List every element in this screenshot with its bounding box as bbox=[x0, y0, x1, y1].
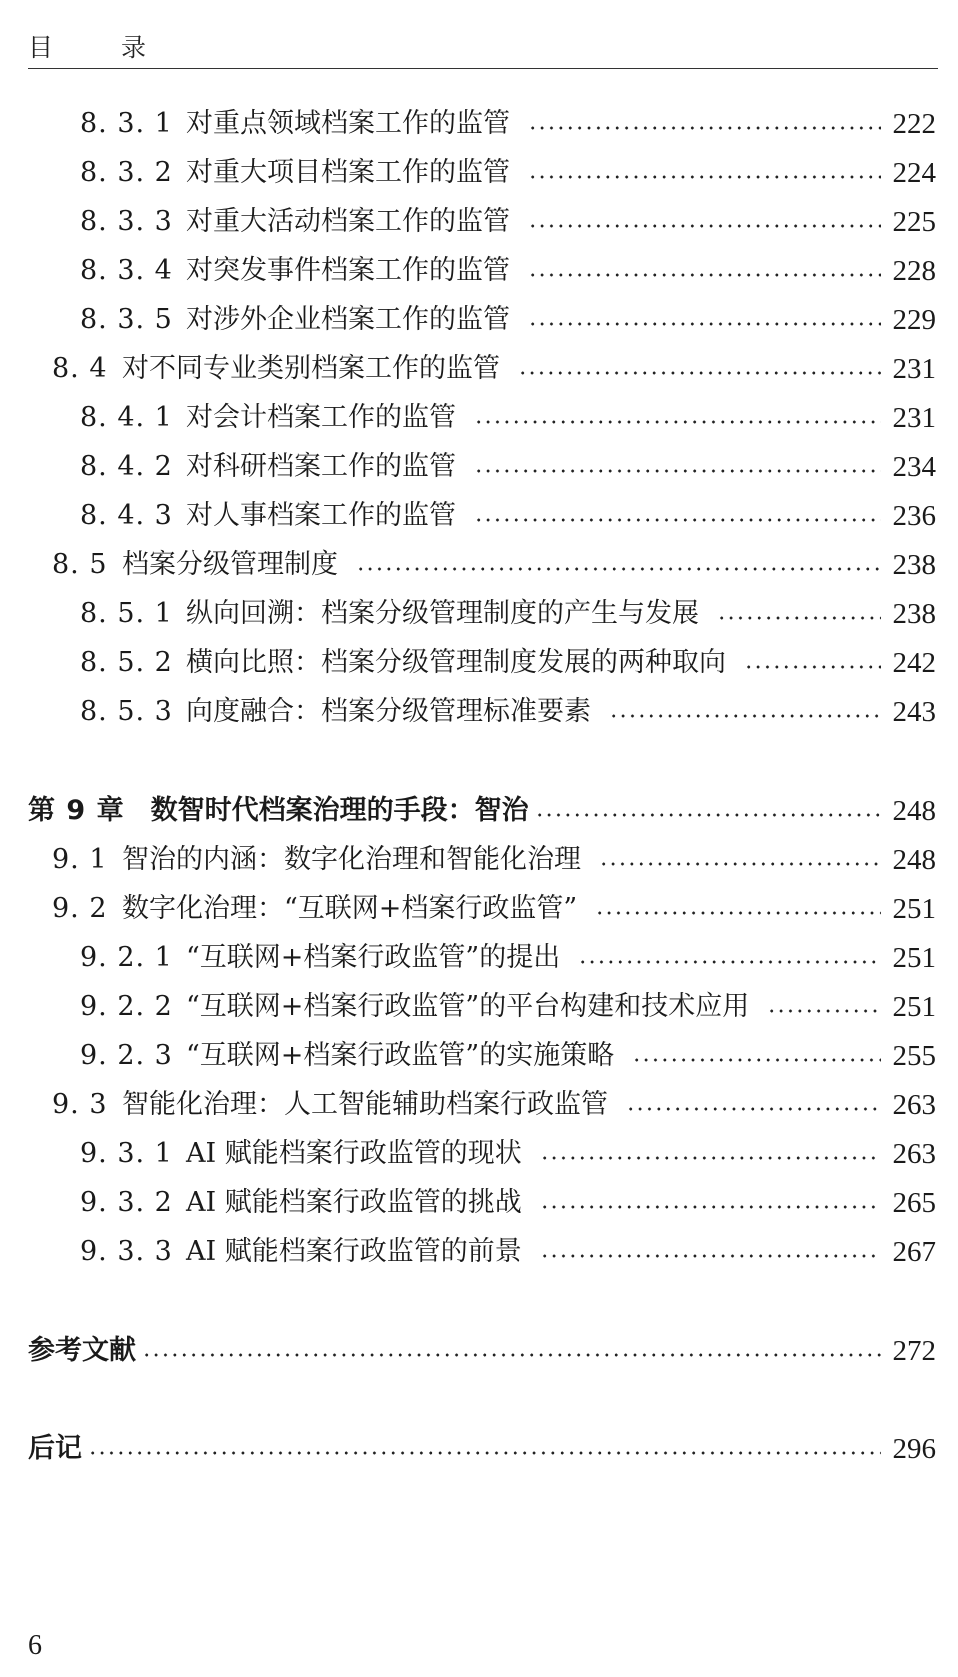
entry-page: 238 bbox=[892, 598, 936, 630]
entry-page: 228 bbox=[892, 255, 936, 287]
toc-entry[interactable] bbox=[80, 202, 936, 242]
entry-number: 8. 5. 2 bbox=[80, 647, 173, 678]
entry-title: 数字化治理：“互联网+档案行政监管” bbox=[122, 893, 578, 924]
entry-title: 对人事档案工作的监管 bbox=[186, 500, 456, 531]
references-entry[interactable] bbox=[28, 1331, 936, 1371]
entry-title: 档案分级管理制度 bbox=[122, 549, 338, 580]
entry-title: 向度融合：档案分级管理标准要素 bbox=[186, 696, 591, 727]
toc-entry[interactable] bbox=[80, 1134, 936, 1174]
dot-leader bbox=[88, 1448, 881, 1458]
dot-leader bbox=[528, 319, 881, 329]
entry-page: 267 bbox=[892, 1236, 936, 1268]
entry-title: 对会计档案工作的监管 bbox=[186, 402, 456, 433]
entry-page: 242 bbox=[892, 647, 936, 679]
toc-entry[interactable] bbox=[52, 545, 936, 585]
toc-entry[interactable] bbox=[80, 987, 936, 1027]
entry-page: 225 bbox=[892, 206, 936, 238]
entry-title: 对重大项目档案工作的监管 bbox=[186, 157, 510, 188]
entry-number: 8. 3. 4 bbox=[80, 255, 173, 286]
entry-number: 8. 4. 1 bbox=[80, 402, 173, 433]
entry-number: 9. 3. 1 bbox=[80, 1138, 173, 1169]
dot-leader bbox=[540, 1202, 881, 1212]
entry-title: 智能化治理：人工智能辅助档案行政监管 bbox=[122, 1089, 608, 1120]
entry-title: 对科研档案工作的监管 bbox=[186, 451, 456, 482]
dot-leader bbox=[356, 564, 881, 574]
toc-entry[interactable] bbox=[52, 349, 936, 389]
toc-entry[interactable] bbox=[80, 938, 936, 978]
entry-page: 255 bbox=[892, 1040, 936, 1072]
dot-leader bbox=[142, 1350, 881, 1360]
chapter-entry[interactable] bbox=[28, 791, 936, 831]
entry-number: 8. 4. 2 bbox=[80, 451, 173, 482]
toc-entry[interactable] bbox=[52, 1085, 936, 1125]
entry-title: “互联网+档案行政监管”的平台构建和技术应用 bbox=[186, 991, 750, 1022]
page-number: 6 bbox=[28, 1630, 42, 1661]
dot-leader bbox=[609, 711, 881, 721]
dot-leader bbox=[528, 221, 881, 231]
entry-title: 对重大活动档案工作的监管 bbox=[186, 206, 510, 237]
entry-number: 8. 3. 3 bbox=[80, 206, 173, 237]
entry-number: 8. 4. 3 bbox=[80, 500, 173, 531]
entry-title: AI 赋能档案行政监管的前景 bbox=[186, 1236, 522, 1267]
dot-leader bbox=[518, 368, 881, 378]
dot-leader bbox=[535, 810, 881, 820]
dot-leader bbox=[528, 123, 881, 133]
dot-leader bbox=[744, 662, 881, 672]
entry-title: AI 赋能档案行政监管的挑战 bbox=[186, 1187, 522, 1218]
toc-entry[interactable] bbox=[80, 447, 936, 487]
entry-title: 对不同专业类别档案工作的监管 bbox=[122, 353, 500, 384]
dot-leader bbox=[474, 466, 881, 476]
entry-title: 对突发事件档案工作的监管 bbox=[186, 255, 510, 286]
toc-entry[interactable] bbox=[80, 1232, 936, 1272]
dot-leader bbox=[767, 1006, 880, 1016]
entry-page: 251 bbox=[892, 991, 936, 1023]
dot-leader bbox=[626, 1104, 881, 1114]
entry-page: 222 bbox=[892, 108, 936, 140]
entry-number: 9. 1 bbox=[52, 844, 108, 875]
entry-page: 251 bbox=[892, 942, 936, 974]
entry-number: 9. 3. 2 bbox=[80, 1187, 173, 1218]
entry-page: 229 bbox=[892, 304, 936, 336]
entry-page: 231 bbox=[892, 353, 936, 385]
dot-leader bbox=[528, 270, 881, 280]
entry-number: 9. 2. 1 bbox=[80, 942, 173, 973]
entry-page: 243 bbox=[892, 696, 936, 728]
dot-leader bbox=[474, 515, 881, 525]
entry-number: 8. 3. 5 bbox=[80, 304, 173, 335]
entry-page: 238 bbox=[892, 549, 936, 581]
dot-leader bbox=[528, 172, 881, 182]
toc-entry[interactable] bbox=[80, 398, 936, 438]
entry-page: 224 bbox=[892, 157, 936, 189]
header-title: 目 录 bbox=[28, 33, 176, 62]
toc-entry[interactable] bbox=[80, 153, 936, 193]
entry-title: “互联网+档案行政监管”的提出 bbox=[186, 942, 561, 973]
dot-leader bbox=[474, 417, 881, 427]
entry-number: 8. 3. 1 bbox=[80, 108, 173, 139]
entry-title: 纵向回溯：档案分级管理制度的产生与发展 bbox=[186, 598, 699, 629]
entry-title: 智治的内涵：数字化治理和智能化治理 bbox=[122, 844, 581, 875]
toc-entry[interactable] bbox=[80, 643, 936, 683]
afterword-entry[interactable] bbox=[28, 1429, 936, 1469]
dot-leader bbox=[540, 1153, 881, 1163]
entry-page: 265 bbox=[892, 1187, 936, 1219]
chapter-number: 第 9 章 bbox=[28, 795, 125, 826]
dot-leader bbox=[599, 859, 881, 869]
toc-entry[interactable] bbox=[80, 104, 936, 144]
entry-number: 9. 2. 2 bbox=[80, 991, 173, 1022]
entry-page: 234 bbox=[892, 451, 936, 483]
entry-number: 8. 4 bbox=[52, 353, 108, 384]
dot-leader bbox=[717, 613, 881, 623]
entry-page: 248 bbox=[892, 795, 936, 827]
entry-title: AI 赋能档案行政监管的现状 bbox=[186, 1138, 522, 1169]
entry-number: 8. 3. 2 bbox=[80, 157, 173, 188]
entry-page: 263 bbox=[892, 1089, 936, 1121]
entry-page: 263 bbox=[892, 1138, 936, 1170]
entry-number: 8. 5 bbox=[52, 549, 108, 580]
entry-title: 参考文献 bbox=[28, 1335, 136, 1366]
entry-number: 8. 5. 1 bbox=[80, 598, 173, 629]
toc-entry[interactable] bbox=[80, 251, 936, 291]
entry-title: 对重点领域档案工作的监管 bbox=[186, 108, 510, 139]
entry-page: 251 bbox=[892, 893, 936, 925]
toc-entry[interactable] bbox=[80, 692, 936, 732]
entry-page: 231 bbox=[892, 402, 936, 434]
entry-title: 后记 bbox=[28, 1433, 82, 1464]
entry-page: 272 bbox=[892, 1335, 936, 1367]
entry-number: 9. 3. 3 bbox=[80, 1236, 173, 1267]
toc-entry[interactable] bbox=[52, 889, 936, 929]
toc-entry[interactable] bbox=[52, 840, 936, 880]
entry-page: 236 bbox=[892, 500, 936, 532]
toc-entry[interactable] bbox=[80, 300, 936, 340]
entry-number: 8. 5. 3 bbox=[80, 696, 173, 727]
entry-title: 横向比照：档案分级管理制度发展的两种取向 bbox=[186, 647, 726, 678]
entry-number: 9. 2 bbox=[52, 893, 108, 924]
entry-page: 296 bbox=[892, 1433, 936, 1465]
toc-entry[interactable] bbox=[80, 496, 936, 536]
toc-entry[interactable] bbox=[80, 594, 936, 634]
dot-leader bbox=[578, 957, 880, 967]
entry-number: 9. 2. 3 bbox=[80, 1040, 173, 1071]
entry-title: 对涉外企业档案工作的监管 bbox=[186, 304, 510, 335]
entry-number: 9. 3 bbox=[52, 1089, 108, 1120]
entry-page: 248 bbox=[892, 844, 936, 876]
toc-entry[interactable] bbox=[80, 1183, 936, 1223]
dot-leader bbox=[595, 908, 880, 918]
toc-entry[interactable] bbox=[80, 1036, 936, 1076]
dot-leader bbox=[632, 1055, 880, 1065]
chapter-title: 数智时代档案治理的手段：智治 bbox=[150, 795, 529, 826]
dot-leader bbox=[540, 1251, 881, 1261]
entry-title: “互联网+档案行政监管”的实施策略 bbox=[186, 1040, 615, 1071]
